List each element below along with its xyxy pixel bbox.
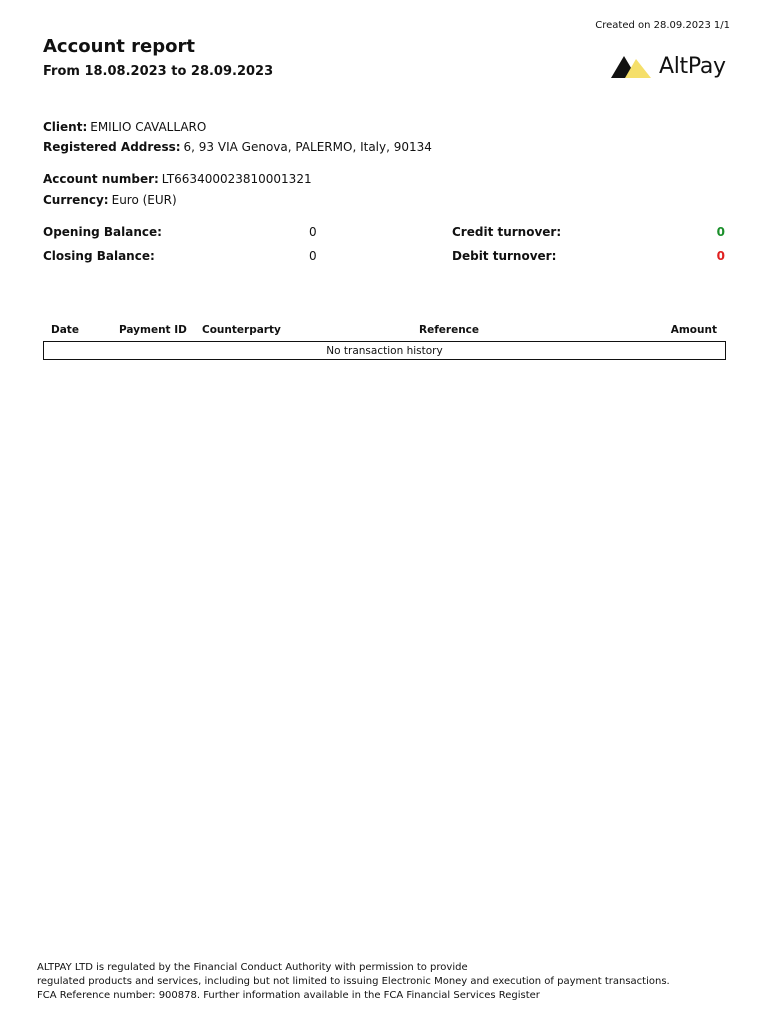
account-number-line (43, 172, 312, 186)
client-value: EMILIO CAVALLARO (90, 120, 207, 134)
currency-value: Euro (EUR) (111, 193, 177, 207)
transactions-table (43, 341, 726, 360)
credit-turnover-label: Credit turnover: (452, 225, 562, 239)
address-line (43, 140, 432, 154)
closing-balance-value: 0 (309, 249, 317, 263)
altpay-logo (611, 54, 726, 79)
logo-text: AltPay (659, 54, 726, 79)
column-header-date: Date (51, 324, 79, 336)
credit-turnover-value: 0 (716, 225, 725, 239)
footer-line-3: FCA Reference number: 900878. Further information available in the FCA Financial Services Register (37, 990, 540, 1001)
account-number-value: LT663400023810001321 (161, 172, 312, 186)
footer-line-2: regulated products and services, including but not limited to issuing Electronic Money and execution of payment transactions. (37, 976, 670, 987)
regulatory-footer (37, 961, 670, 1003)
page-indicator: 1/1 (713, 20, 730, 31)
footer-line-1: ALTPAY LTD is regulated by the Financial Conduct Authority with permission to provide (37, 962, 468, 973)
closing-balance-label: Closing Balance: (43, 249, 155, 263)
account-number-label: Account number: (43, 172, 159, 186)
column-header-payment-id: Payment ID (119, 324, 187, 336)
opening-balance-value: 0 (309, 225, 317, 239)
client-label: Client: (43, 120, 88, 134)
opening-balance-label: Opening Balance: (43, 225, 162, 239)
column-header-amount: Amount (670, 324, 717, 336)
currency-label: Currency: (43, 193, 109, 207)
created-label: Created on 28.09.2023 (595, 20, 711, 31)
page-title: Account report (43, 36, 195, 57)
debit-turnover-value: 0 (716, 249, 725, 263)
address-value: 6, 93 VIA Genova, PALERMO, Italy, 90134 (183, 140, 432, 154)
created-date (592, 20, 730, 31)
address-label: Registered Address: (43, 140, 181, 154)
column-header-counterparty: Counterparty (202, 324, 281, 336)
report-period: From 18.08.2023 to 28.09.2023 (43, 64, 274, 79)
altpay-logo-icon (611, 56, 651, 78)
column-header-reference: Reference (419, 324, 480, 336)
empty-transactions-message: No transaction history (326, 344, 443, 357)
debit-turnover-label: Debit turnover: (452, 249, 557, 263)
currency-line (43, 193, 177, 207)
client-line (43, 120, 206, 134)
